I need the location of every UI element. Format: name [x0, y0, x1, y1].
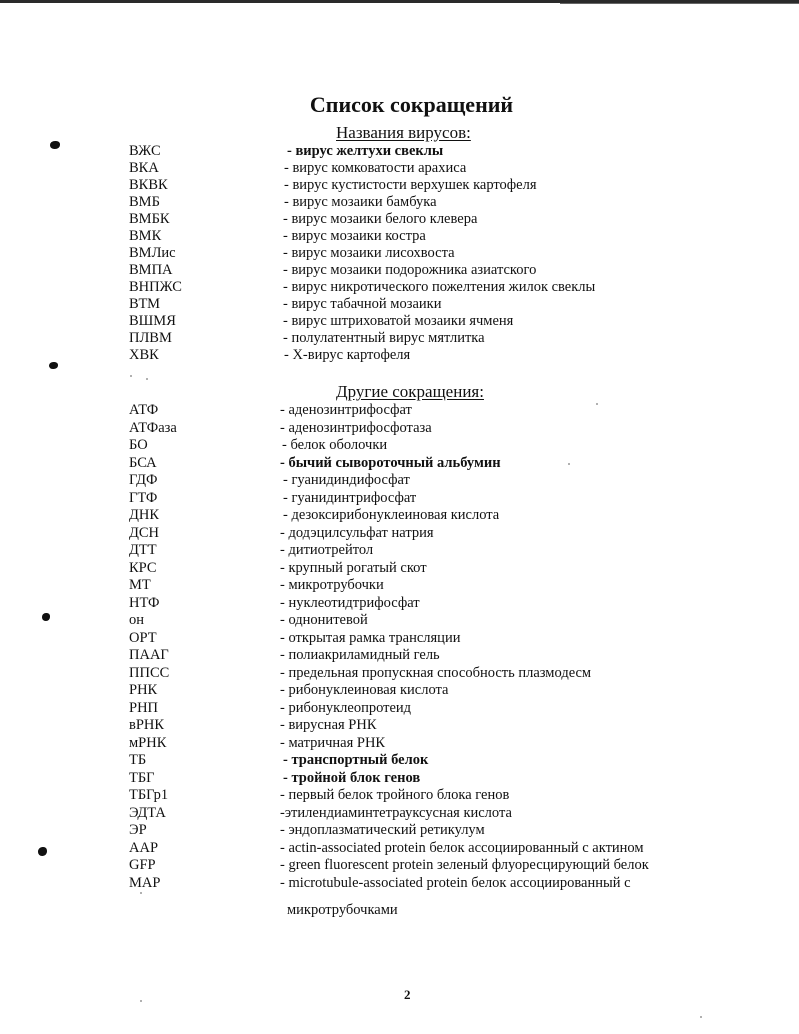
scan-speck [700, 1016, 702, 1018]
abbreviation-term: МТ [129, 577, 151, 593]
scan-speck [140, 1000, 142, 1002]
definition-continuation: микротрубочками [287, 902, 398, 918]
abbreviation-term: GFP [129, 857, 156, 873]
scan-speck [568, 463, 570, 465]
abbreviation-term: ТБГр1 [129, 787, 169, 803]
abbreviation-row [0, 822, 799, 839]
abbreviation-term: ХВК [129, 347, 159, 363]
abbreviation-definition: - вирус комковатости арахиса [284, 160, 467, 176]
abbreviation-term: ВКВК [129, 177, 168, 193]
abbreviation-definition: - додэцилсульфат натрия [280, 524, 434, 541]
abbreviation-definition: - вирус мозаики лисохвоста [283, 245, 455, 261]
abbreviation-row [0, 577, 799, 594]
abbreviation-definition: - вирус мозаики бамбука [284, 194, 437, 210]
abbreviation-term: ВКА [129, 160, 159, 176]
abbreviation-term: ОРТ [129, 629, 157, 646]
abbreviation-definition: - аденозинтрифосфат [280, 402, 412, 418]
abbreviation-row [0, 228, 799, 245]
abbreviation-row [0, 455, 799, 472]
abbreviation-row [0, 770, 799, 787]
abbreviation-definition: - аденозинтрифосфотаза [280, 419, 432, 436]
abbreviation-term: АТФаза [129, 419, 177, 436]
abbreviation-definition: - вирус мозаики белого клевера [283, 211, 478, 227]
abbreviation-definition: - вирус штриховатой мозаики ячменя [283, 313, 514, 329]
abbreviation-definition: - actin-associated protein белок ассоциированный с актином [280, 839, 644, 856]
abbreviation-term: вРНК [129, 717, 165, 733]
abbreviation-definition: - рибонуклеиновая кислота [280, 682, 449, 698]
abbreviation-row [0, 840, 799, 857]
abbreviation-term: ДТТ [129, 542, 157, 558]
abbreviation-definition: - дитиотрейтол [280, 542, 374, 558]
abbreviation-definition: - крупный рогатый скот [280, 559, 427, 576]
abbreviation-row [0, 857, 799, 874]
page-number: 2 [404, 987, 411, 1002]
abbreviation-definition: - бычий сывороточный альбумин [280, 454, 501, 471]
abbreviation-definition: - полиакриламидный гель [280, 647, 440, 663]
abbreviation-row [0, 717, 799, 734]
section-heading-viruses: Названия вирусов: [336, 123, 471, 142]
abbreviation-term: КРС [129, 559, 157, 576]
scan-speck [140, 892, 142, 894]
abbreviation-term: РНП [129, 699, 159, 716]
abbreviation-term: БСА [129, 454, 157, 471]
abbreviation-definition: - гуанидинтрифосфат [283, 489, 417, 506]
abbreviation-row [0, 875, 799, 892]
scan-top-edge-line [560, 3, 799, 4]
abbreviation-row [0, 525, 799, 542]
abbreviation-row [0, 330, 799, 347]
abbreviation-term: ДСН [129, 524, 160, 541]
abbreviation-term: БО [129, 437, 148, 453]
abbreviation-row [0, 612, 799, 629]
abbreviation-term: AAP [129, 839, 159, 856]
abbreviation-row [0, 313, 799, 330]
abbreviation-row [0, 682, 799, 699]
abbreviation-term: ППСС [129, 664, 170, 681]
abbreviation-term: MAP [129, 874, 161, 891]
abbreviation-definition: - вирус кустистости верхушек картофеля [284, 177, 537, 193]
abbreviation-term: ЭДТА [129, 804, 166, 821]
abbreviation-row [0, 700, 799, 717]
abbreviation-term: НТФ [129, 594, 160, 611]
abbreviation-row [0, 805, 799, 822]
abbreviation-definition: - вирус мозаики костра [283, 228, 426, 244]
abbreviation-definition: - дезоксирибонуклеиновая кислота [283, 507, 500, 523]
abbreviation-definition: - вирус никротического пожелтения жилок свеклы [283, 279, 596, 295]
abbreviation-term: ПЛВМ [129, 330, 172, 346]
abbreviation-row [0, 752, 799, 769]
abbreviation-term: ВЖС [129, 143, 161, 159]
abbreviation-definition: - тройной блок генов [283, 769, 421, 786]
scan-speck [146, 378, 148, 380]
abbreviation-row [0, 647, 799, 664]
abbreviation-term: ПААГ [129, 647, 169, 663]
abbreviation-row [0, 472, 799, 489]
abbreviation-term: ВМБК [129, 211, 170, 227]
abbreviation-definition: - вирус мозаики подорожника азиатского [283, 262, 537, 278]
abbreviation-term: ТБГ [129, 769, 155, 786]
abbreviation-term: АТФ [129, 402, 159, 418]
abbreviation-definition: - green fluorescent protein зеленый флуоресцирующий белок [280, 857, 649, 873]
scan-blot-mark [38, 847, 47, 856]
abbreviation-definition: - микротрубочки [280, 577, 384, 593]
abbreviation-term: ТБ [129, 752, 147, 768]
abbreviation-definition: - нуклеотидтрифосфат [280, 594, 420, 611]
scan-speck [130, 375, 132, 377]
abbreviation-row [0, 245, 799, 262]
abbreviation-definition: - вирус табачной мозаики [283, 296, 442, 312]
abbreviation-definition: - однонитевой [280, 612, 368, 628]
abbreviation-row [0, 735, 799, 752]
abbreviation-row [0, 595, 799, 612]
abbreviation-definition: - первый белок тройного блока генов [280, 787, 510, 803]
abbreviation-row [0, 402, 799, 419]
abbreviation-definition: -этилендиаминтетрауксусная кислота [280, 804, 512, 821]
abbreviation-definition: - Х-вирус картофеля [284, 347, 411, 363]
abbreviation-definition: - предельная пропускная способность плазмодесм [280, 664, 592, 681]
scan-blot-mark [49, 362, 58, 369]
abbreviation-row [0, 262, 799, 279]
abbreviation-row [0, 347, 799, 364]
abbreviation-row [0, 211, 799, 228]
abbreviation-row [0, 420, 799, 437]
abbreviation-row [0, 560, 799, 577]
abbreviation-term: ВТМ [129, 296, 161, 312]
abbreviation-term: ГДФ [129, 472, 158, 488]
abbreviation-row [0, 507, 799, 524]
abbreviation-row [0, 194, 799, 211]
abbreviation-term: ЭР [129, 822, 147, 838]
abbreviation-definition: - рибонуклеопротеид [280, 699, 412, 716]
section-heading-other: Другие сокращения: [336, 382, 484, 401]
scan-blot-mark [50, 141, 60, 149]
abbreviation-term: ВМПА [129, 262, 173, 278]
abbreviation-definition: - матричная РНК [280, 734, 386, 751]
abbreviation-row [0, 143, 799, 160]
abbreviation-row [0, 787, 799, 804]
abbreviation-definition: - вирусная РНК [280, 717, 377, 733]
abbreviation-definition: - белок оболочки [282, 437, 388, 453]
abbreviation-row [0, 665, 799, 682]
abbreviation-term: РНК [129, 682, 158, 698]
abbreviation-term: ВМК [129, 228, 162, 244]
abbreviation-term: ВМБ [129, 194, 160, 210]
abbreviation-definition: - открытая рамка трансляции [280, 629, 461, 646]
abbreviation-definition: - эндоплазматический ретикулум [280, 822, 485, 838]
page-title: Список сокращений [309, 92, 514, 117]
abbreviation-row [0, 160, 799, 177]
abbreviation-row [0, 490, 799, 507]
abbreviation-row [0, 437, 799, 454]
abbreviation-term: он [129, 612, 145, 628]
abbreviation-row [0, 279, 799, 296]
abbreviation-row [0, 296, 799, 313]
abbreviation-term: ГТФ [129, 489, 158, 506]
abbreviation-definition: - гуанидиндифосфат [283, 472, 410, 488]
abbreviation-definition: - полулатентный вирус мятлитка [283, 330, 485, 346]
scan-blot-mark [42, 613, 50, 621]
abbreviation-definition: - вирус желтухи свеклы [287, 143, 444, 159]
abbreviation-definition: - транспортный белок [283, 752, 429, 768]
abbreviation-definition: - microtubule-associated protein белок ассоциированный с [280, 874, 631, 891]
abbreviation-row [0, 630, 799, 647]
abbreviation-term: ВНПЖС [129, 279, 182, 295]
abbreviation-term: мРНК [129, 734, 167, 751]
scan-speck [596, 403, 598, 405]
abbreviation-term: ВШМЯ [129, 313, 176, 329]
abbreviation-term: ДНК [129, 507, 160, 523]
abbreviation-row [0, 177, 799, 194]
abbreviation-term: ВМЛис [129, 245, 176, 261]
abbreviation-row [0, 542, 799, 559]
